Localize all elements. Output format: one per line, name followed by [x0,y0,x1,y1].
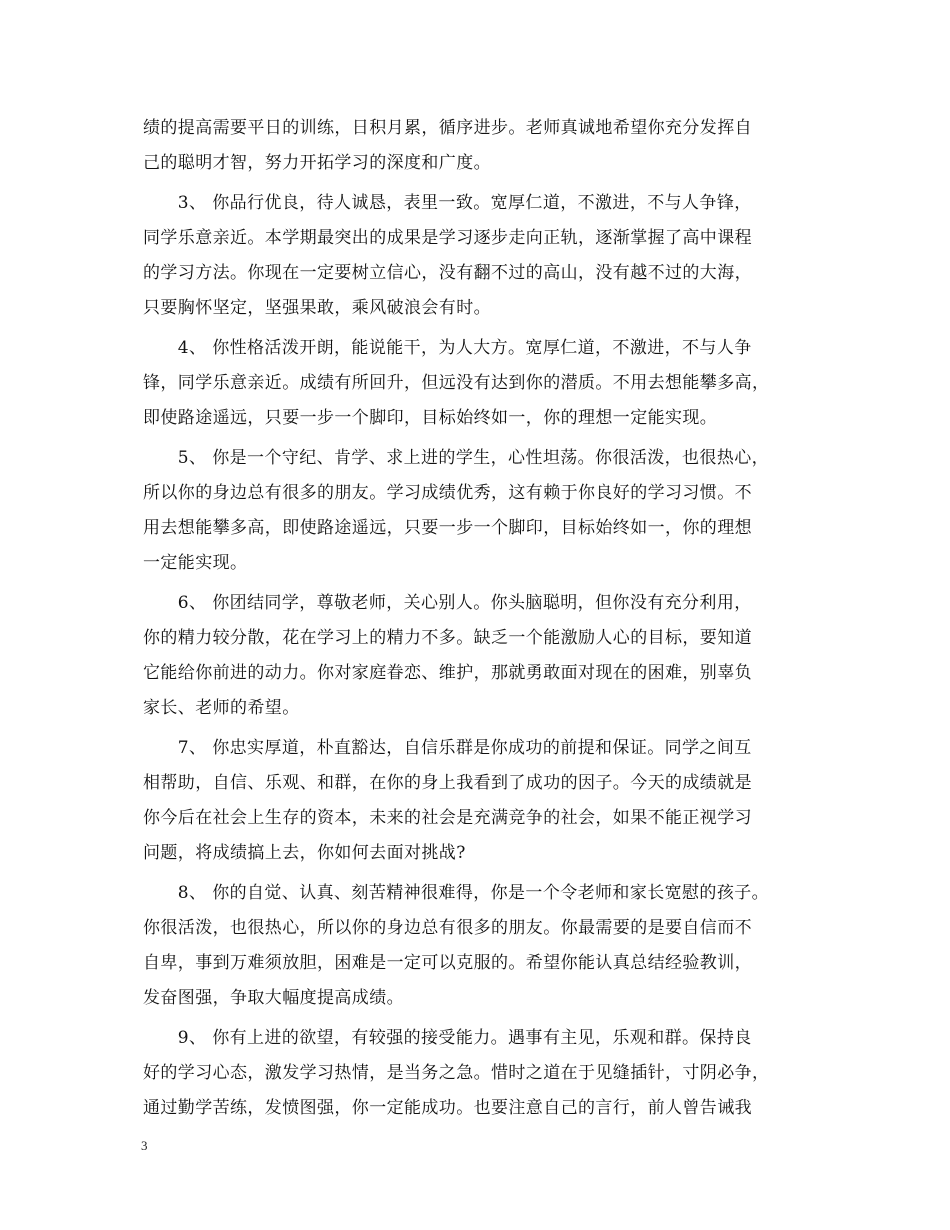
text-line: 好的学习心态，激发学习热情，是当务之急。惜时之道在于见缝插针，寸阴必争， [143,1063,770,1083]
text-line: 通过勤学苦练，发愤图强，你一定能成功。也要注意自己的言行，前人曾告诫我 [143,1098,752,1118]
text-line: 绩的提高需要平日的训练，日积月累，循序进步。老师真诚地希望你充分发挥自 [143,118,752,138]
text-line: 相帮助，自信、乐观、和群，在你的身上我看到了成功的因子。今天的成绩就是 [143,773,752,793]
paragraph [143,1021,808,1126]
paragraph [143,441,808,581]
text-line: 家长、老师的希望。 [143,698,300,718]
text-line: 9、 你有上进的欲望，有较强的接受能力。遇事有主见，乐观和群。保持良 [143,1028,752,1048]
paragraph [143,731,808,871]
text-line: 一定能实现。 [143,553,248,573]
page-number: 3 [141,1138,148,1153]
paragraph [143,111,808,181]
text-line: 锋，同学乐意亲近。成绩有所回升，但远没有达到你的潜质。不用去想能攀多高， [143,373,770,393]
text-line: 7、 你忠实厚道，朴直豁达，自信乐群是你成功的前提和保证。同学之间互 [143,738,752,758]
text-line: 即使路途遥远，只要一步一个脚印，目标始终如一，你的理想一定能实现。 [143,408,718,428]
text-line: 你今后在社会上生存的资本，未来的社会是充满竞争的社会，如果不能正视学习 [143,808,752,828]
text-line: 用去想能攀多高，即使路途遥远，只要一步一个脚印，目标始终如一，你的理想 [143,518,752,538]
text-line: 己的聪明才智，努力开拓学习的深度和广度。 [143,153,491,173]
text-line: 它能给你前进的动力。你对家庭眷恋、维护，那就勇敢面对现在的困难，别辜负 [143,663,752,683]
paragraph [143,331,808,436]
text-line: 4、 你性格活泼开朗，能说能干，为人大方。宽厚仁道，不激进，不与人争 [143,338,752,358]
text-line: 问题，将成绩搞上去，你如何去面对挑战? [143,843,466,863]
text-line: 3、 你品行优良，待人诚恳，表里一致。宽厚仁道，不激进，不与人争锋， [143,193,752,213]
text-line: 所以你的身边总有很多的朋友。学习成绩优秀，这有赖于你良好的学习习惯。不 [143,483,752,503]
paragraph [143,586,808,726]
paragraph [143,186,808,326]
text-line: 只要胸怀坚定，坚强果敢，乘风破浪会有时。 [143,298,491,318]
text-line: 发奋图强，争取大幅度提高成绩。 [143,988,404,1008]
text-line: 的学习方法。你现在一定要树立信心，没有翻不过的高山，没有越不过的大海， [143,263,752,283]
text-line: 你的精力较分散，花在学习上的精力不多。缺乏一个能激励人心的目标，要知道 [143,628,752,648]
text-line: 同学乐意亲近。本学期最突出的成果是学习逐步走向正轨，逐渐掌握了高中课程 [143,228,752,248]
text-line: 8、 你的自觉、认真、刻苦精神很难得，你是一个令老师和家长宽慰的孩子。 [143,883,770,903]
text-line: 6、 你团结同学，尊敬老师，关心别人。你头脑聪明，但你没有充分利用， [143,593,752,613]
text-line: 5、 你是一个守纪、肯学、求上进的学生，心性坦荡。你很活泼，也很热心， [143,448,770,468]
paragraph [143,876,808,1016]
text-line: 自卑，事到万难须放胆，困难是一定可以克服的。希望你能认真总结经验教训， [143,953,752,973]
text-line: 你很活泼，也很热心，所以你的身边总有很多的朋友。你最需要的是要自信而不 [143,918,752,938]
body-text [143,111,808,1126]
